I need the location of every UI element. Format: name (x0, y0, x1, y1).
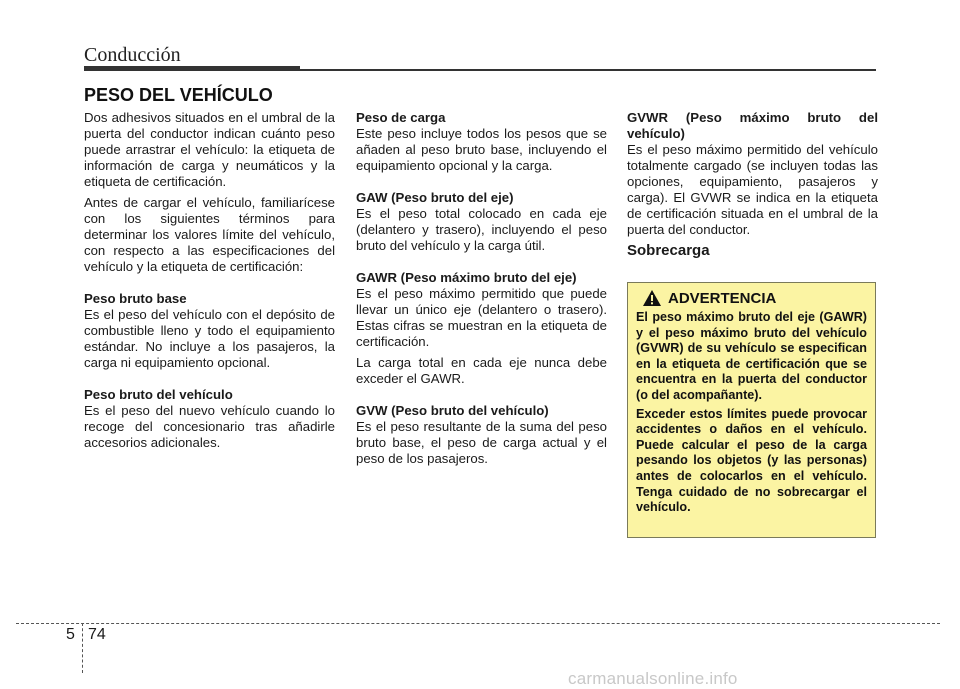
page-number: 74 (88, 626, 106, 643)
paragraph-peso-bruto-vehiculo: Es el peso del nuevo vehículo cuando lo recoge del concesionario tras añadirle accesorios adicionales. (84, 403, 335, 450)
paragraph-gvwr: Es el peso máximo permitido del vehículo totalmente cargado (se incluyen todas las opciones, equipamiento, pasajeros y carga). El GVWR se indica en la etiqueta de certificación situada en el umbral de la puerta del conductor. (627, 142, 878, 237)
paragraph-gaw: Es el peso total colocado en cada eje (delantero y trasero), incluyendo el peso bruto del vehículo y la carga útil. (356, 206, 607, 253)
warning-triangle-icon (642, 289, 662, 307)
heading-peso-de-carga: Peso de carga (356, 110, 446, 125)
warning-paragraph-2: Exceder estos límites puede provocar accidentes o daños en el vehículo. Puede calcular el peso de la carga pesando los objetos (y las personas) antes de colocarlos en el vehículo. Tenga cuidado de no sobrecargar el vehículo. (636, 406, 867, 515)
section-title: PESO DEL VEHÍCULO (84, 85, 273, 105)
warning-title: ADVERTENCIA (668, 289, 777, 307)
header-rule-thin (300, 69, 876, 71)
heading-gawr: GAWR (Peso máximo bruto del eje) (356, 270, 577, 285)
warning-paragraph-1: El peso máximo bruto del eje (GAWR) y el peso máximo bruto del vehículo (GVWR) de su vehículo se especifican en la etiqueta de certificación que se encuentra en la puerta del conductor (o del acompañante). (636, 310, 867, 402)
subheading-sobrecarga: Sobrecarga (627, 242, 710, 259)
footer-dashed-rule (16, 623, 940, 624)
heading-gvwr: GVWR (Peso máximo bruto del vehículo) (627, 110, 878, 141)
footer-page-separator (82, 623, 83, 673)
paragraph-gawr-limit: La carga total en cada eje nunca debe exceder el GAWR. (356, 355, 607, 386)
page-chapter-number: 5 (66, 626, 75, 643)
heading-gaw: GAW (Peso bruto del eje) (356, 190, 514, 205)
column-1 (84, 110, 335, 456)
heading-peso-bruto-base: Peso bruto base (84, 291, 187, 306)
paragraph-gvw: Es el peso resultante de la suma del peso bruto base, el peso de carga actual y el peso de los pasajeros. (356, 419, 607, 466)
chapter-title: Conducción (84, 44, 181, 66)
paragraph-peso-bruto-base: Es el peso del vehículo con el depósito de combustible lleno y todo el equipamiento estándar. No incluye a los pasajeros, la carga ni equipamiento opcional. (84, 307, 335, 370)
column-3 (627, 110, 878, 264)
warning-header (642, 289, 867, 307)
intro-paragraph-2: Antes de cargar el vehículo, familiarícese con los siguientes términos para determinar los valores límite del vehículo, con respecto a las especificaciones del vehículo y la etiqueta de certificación: (84, 195, 335, 274)
heading-peso-bruto-vehiculo: Peso bruto del vehículo (84, 387, 233, 402)
warning-box (627, 282, 876, 538)
watermark: carmanualsonline.info (568, 669, 738, 688)
heading-gvw: GVW (Peso bruto del vehículo) (356, 403, 549, 418)
column-2 (356, 110, 607, 472)
header-rule-thick (84, 66, 300, 71)
intro-paragraph-1: Dos adhesivos situados en el umbral de la puerta del conductor indican cuánto peso puede arrastrar el vehículo: la etiqueta de información de carga y neumáticos y la etiqueta de certificación. (84, 110, 335, 189)
paragraph-gawr: Es el peso máximo permitido que puede llevar un único eje (delantero o trasero). Estas cifras se muestran en la etiqueta de certificación. (356, 286, 607, 349)
paragraph-peso-de-carga: Este peso incluye todos los pesos que se añaden al peso bruto base, incluyendo el equipamiento opcional y la carga. (356, 126, 607, 173)
